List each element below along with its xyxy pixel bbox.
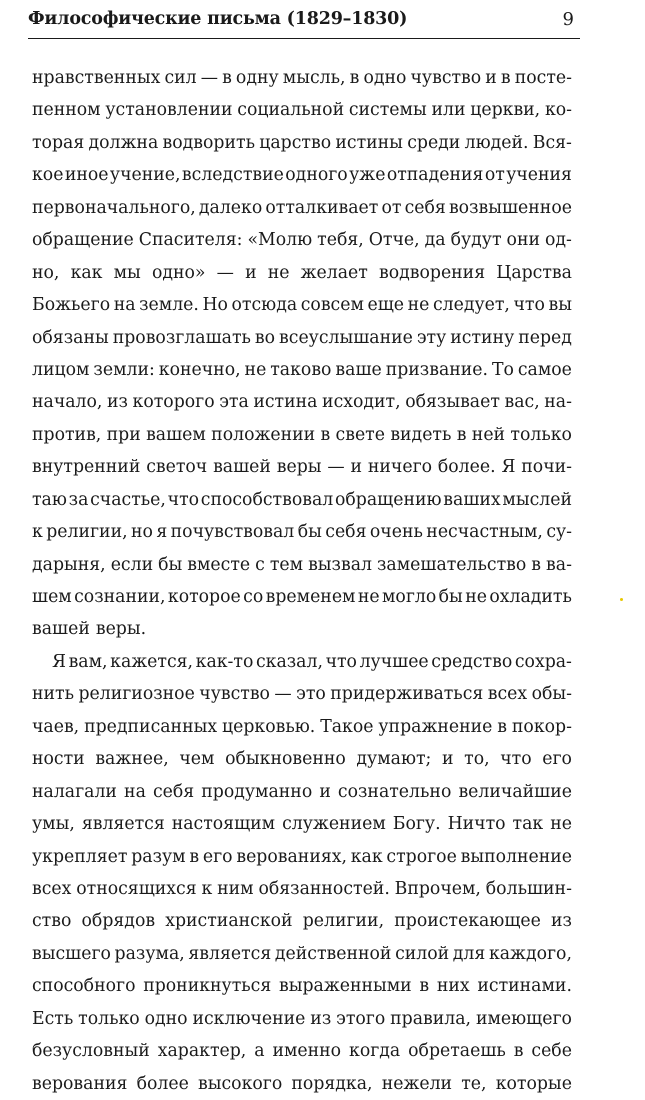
text-line: налагали на себя продуманно и сознательно величайшие: [32, 781, 572, 802]
text-line: пенном установлении социальной системы или церкви, ко-: [32, 100, 572, 121]
running-header: [28, 6, 580, 40]
text-line: верования более высокого порядка, нежели те, которые: [32, 1073, 572, 1094]
text-line: умы, является настоящим служением Богу. Ничто так не: [32, 814, 572, 835]
running-header-title: Философические письма (1829–1830): [28, 9, 408, 29]
text-line: начало, из которого эта истина исходит, обязывает вас, на-: [32, 392, 572, 413]
text-line: лицом земли: конечно, не таково ваше призвание. То самое: [32, 359, 572, 380]
text-line: Божьего на земле. Но отсюда совсем еще не следует, что вы: [32, 295, 572, 316]
text-line: но, как мы одно» — и не желает водворения Царства: [32, 262, 572, 283]
text-line: нить религиозное чувство — это придерживаться всех обы-: [32, 684, 572, 705]
text-line: способного проникнуться выраженными в них истинами.: [32, 976, 572, 997]
text-line: кое иное учение, вследствие одного уже отпадения от учения: [32, 165, 572, 186]
text-line: безусловный характер, а именно когда обретаешь в себе: [32, 1041, 572, 1062]
text-line: Я вам, кажется, как-то сказал, что лучшее средство сохра-: [52, 651, 572, 672]
text-line: ство обрядов христианской религии, проистекающее из: [32, 911, 572, 932]
text-line: всех относящихся к ним обязанностей. Впрочем, большин-: [32, 878, 572, 899]
text-line: шем сознании, которое со временем не могло бы не охладить: [32, 587, 572, 607]
text-line: против, при вашем положении в свете видеть в ней только: [32, 424, 572, 445]
text-line: внутренний светоч вашей веры — и ничего более. Я почи-: [32, 457, 572, 478]
text-line: первоначального, далеко отталкивает от себя возвышенное: [32, 197, 572, 218]
text-line: ности важнее, чем обыкновенно думают; и то, что его: [32, 749, 572, 770]
text-line: обращение Спасителя: «Молю тебя, Отче, да будут они од-: [32, 230, 572, 251]
text-line: обязаны провозглашать во всеуслышание эту истину перед: [32, 327, 572, 348]
header-rule: [28, 38, 580, 39]
text-line: нравственных сил — в одну мысль, в одно чувство и в посте-: [32, 68, 572, 88]
text-line: к религии, но я почувствовал бы себя очень несчастным, су-: [32, 522, 572, 543]
text-line: вашей веры.: [32, 619, 147, 640]
body-text: [32, 62, 572, 1100]
text-line: высшего разума, является действенной силой для каждого,: [32, 943, 572, 964]
text-line: торая должна водворить царство истины среди людей. Вся-: [32, 132, 572, 153]
text-line: укрепляет разум в его верованиях, как строгое выполнение: [32, 846, 572, 867]
text-line: дарыня, если бы вместе с тем вызвал замешательство в ва-: [32, 554, 572, 575]
text-line: Есть только одно исключение из этого правила, имеющего: [32, 1008, 572, 1029]
text-line: чаев, предписанных церковью. Такое упражнение в покор-: [32, 716, 572, 737]
text-line: таю за счастье, что способствовал обращению ваших мыслей: [32, 489, 572, 510]
yellow-speck-mark: [620, 598, 623, 601]
page-number: 9: [562, 9, 574, 30]
